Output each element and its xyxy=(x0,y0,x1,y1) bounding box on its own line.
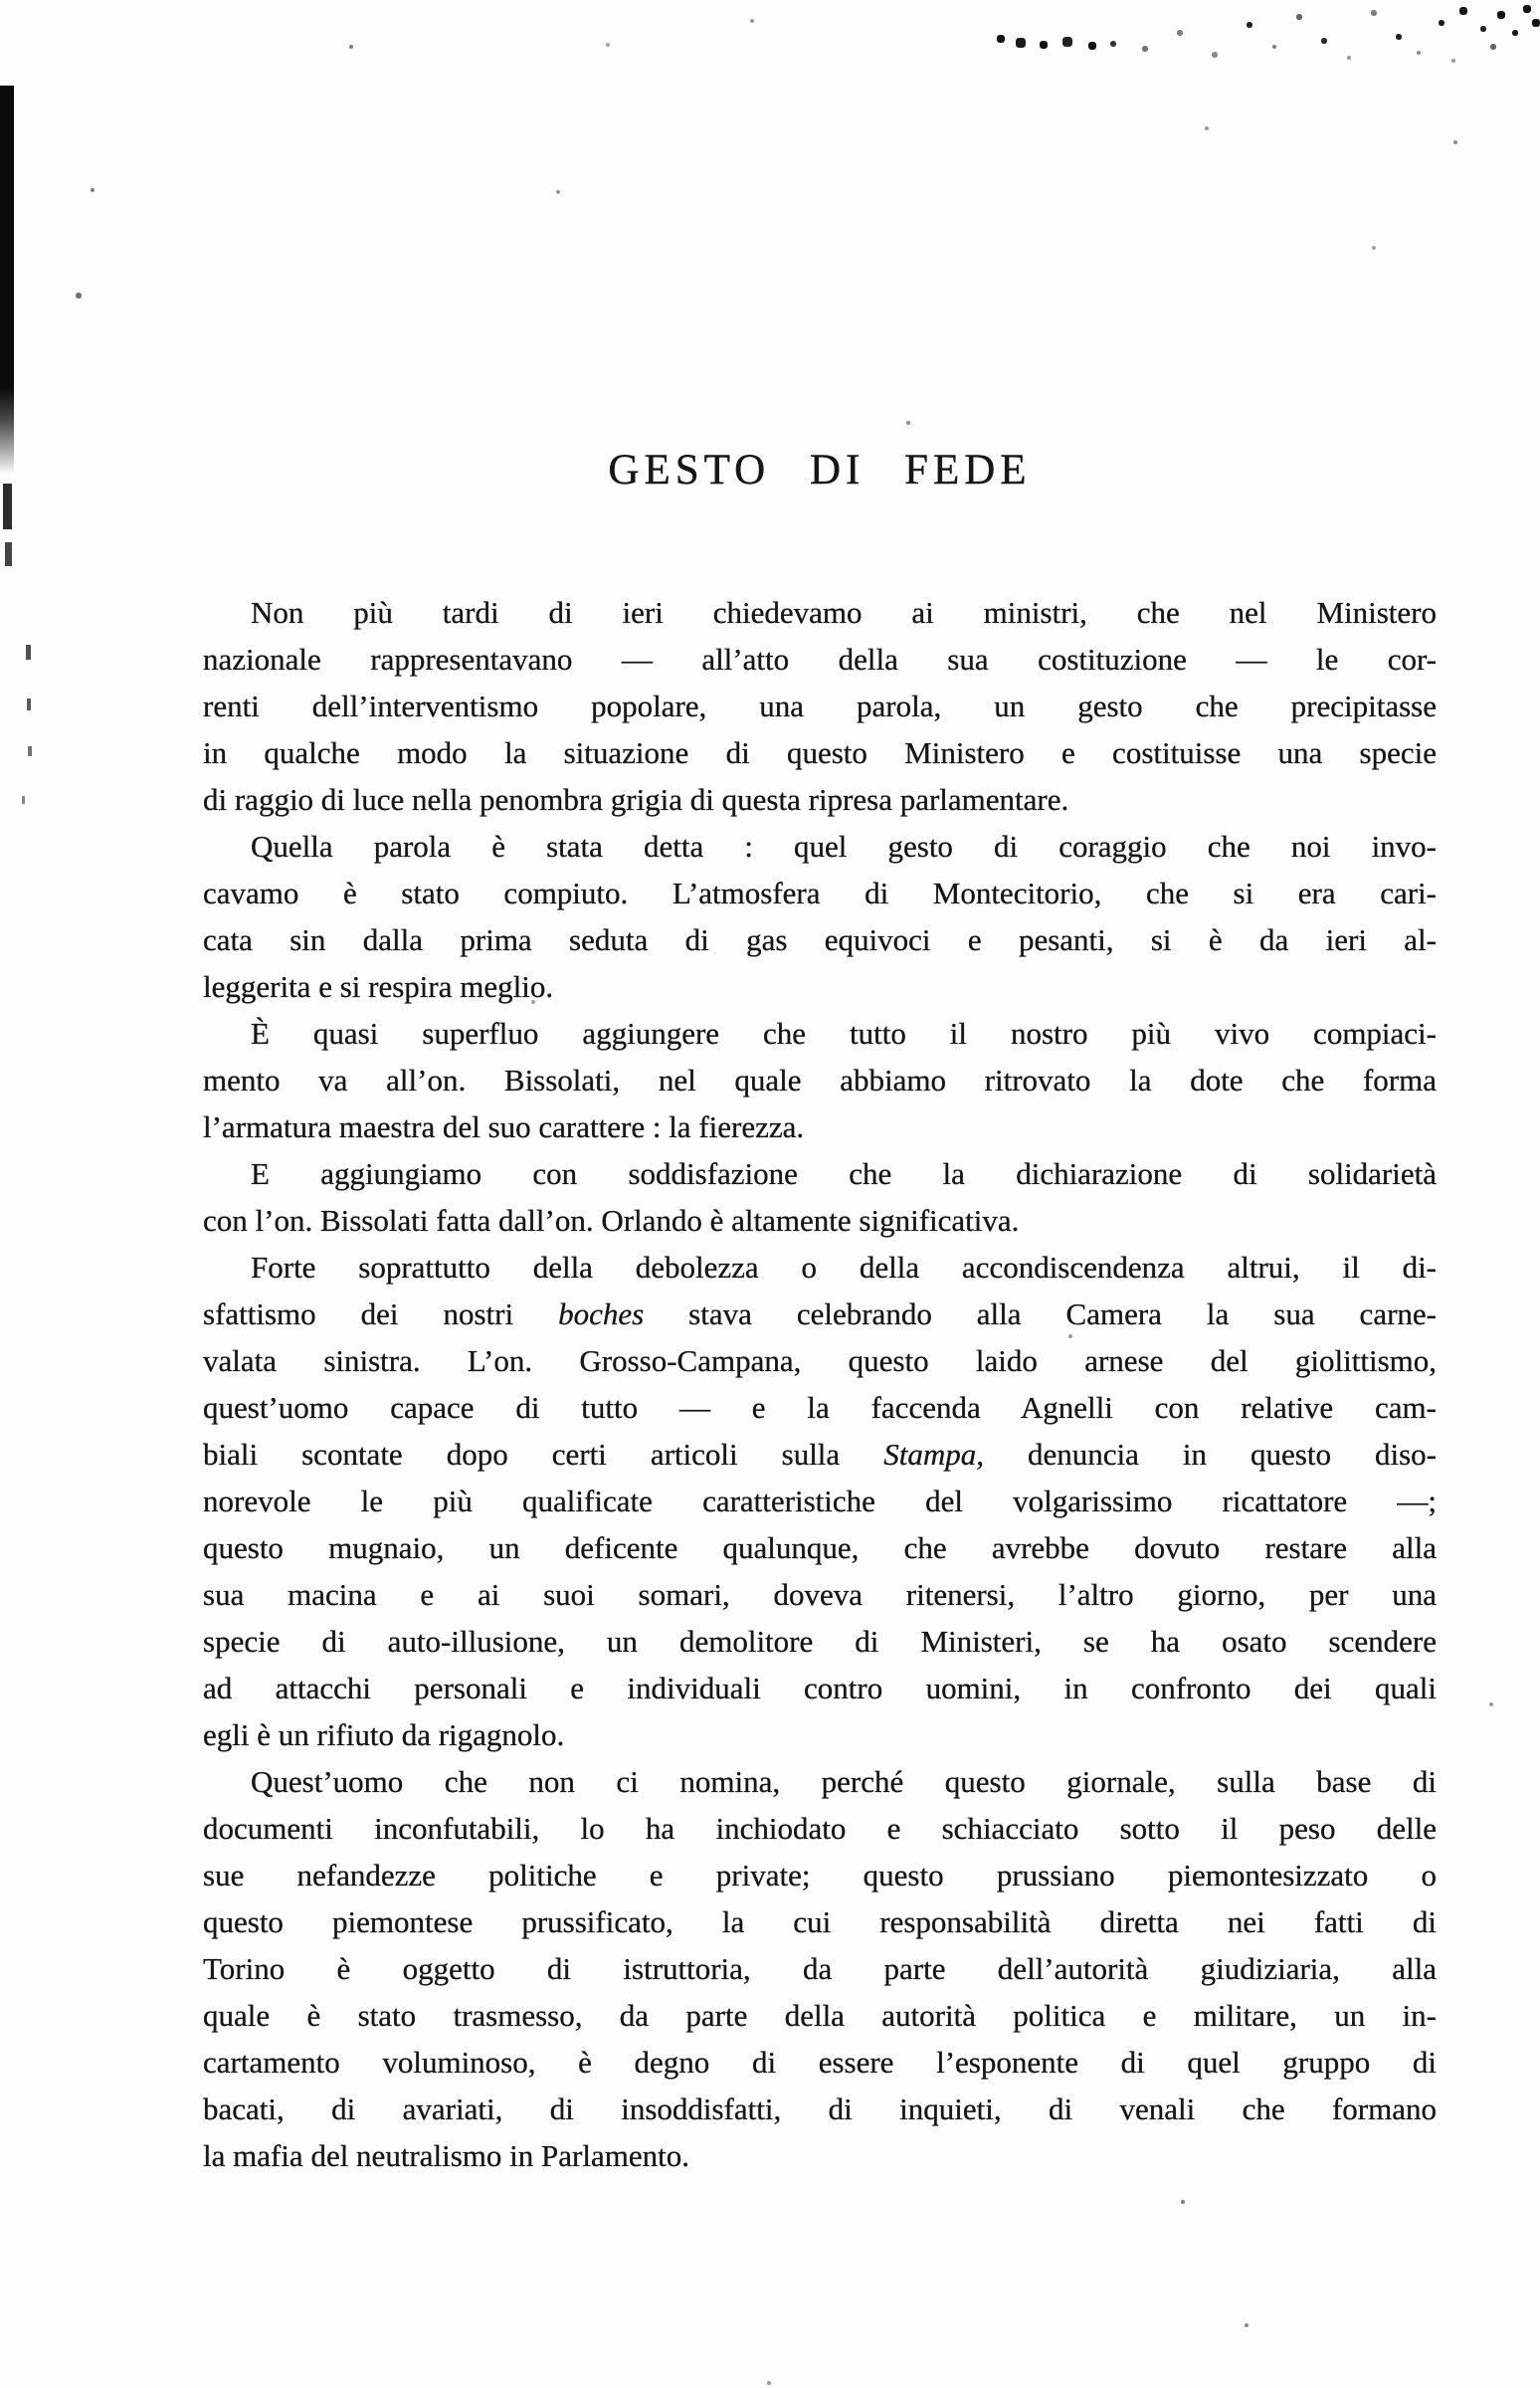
text-line xyxy=(203,1524,1437,1571)
text-segment: questo piemontese prussificato, la cui responsabilità diretta nei fatti di xyxy=(203,1904,1437,1939)
text-line xyxy=(203,823,1437,870)
paragraph xyxy=(203,1010,1437,1150)
text-line xyxy=(203,1571,1437,1618)
paragraph xyxy=(203,1758,1437,2179)
text-line xyxy=(203,1103,1437,1150)
text-line xyxy=(203,1711,1437,1758)
text-line xyxy=(203,1478,1437,1524)
text-segment: in qualche modo la situazione di questo Ministero e costituisse una specie xyxy=(203,735,1437,770)
text-segment: Torino è oggetto di istruttoria, da parte dell’autorità giudiziaria, alla xyxy=(203,1951,1437,1986)
text-line xyxy=(203,1291,1437,1337)
text-segment: È quasi superfluo aggiungere che tutto il nostro più vivo compiaci- xyxy=(251,1016,1437,1051)
text-segment: norevole le più qualificate caratteristiche del volgarissimo ricattatore —; xyxy=(203,1484,1437,1518)
paragraph xyxy=(203,589,1437,823)
text-line xyxy=(203,1618,1437,1665)
text-line xyxy=(203,2086,1437,2132)
paragraph xyxy=(203,823,1437,1010)
text-line xyxy=(203,1805,1437,1852)
text-segment: stava celebrando alla Camera la sua carne- xyxy=(644,1296,1437,1331)
scan-noise-top-right xyxy=(846,2,848,4)
text-segment: egli è un rifiuto da rigagnolo. xyxy=(203,1717,565,1752)
text-line xyxy=(203,776,1437,823)
scan-artifact-fragment xyxy=(22,796,25,804)
text-line xyxy=(203,1945,1437,1992)
text-segment: sue nefandezze politiche e private; questo prussiano piemontesizzato o xyxy=(203,1858,1437,1892)
text-segment: valata sinistra. L’on. Grosso-Campana, questo laido arnese del giolittismo, xyxy=(203,1343,1437,1378)
text-line xyxy=(203,683,1437,729)
text-line xyxy=(203,1992,1437,2039)
page-title: GESTO DI FEDE xyxy=(608,447,1032,494)
text-segment: Quella parola è stata detta : quel gesto di coraggio che noi invo- xyxy=(251,829,1437,864)
scan-artifact-fragment xyxy=(3,484,12,529)
text-line xyxy=(203,1898,1437,1945)
text-segment: quest’uomo capace di tutto — e la faccenda Agnelli con relative cam- xyxy=(203,1390,1437,1425)
text-segment: sfattismo dei nostri xyxy=(203,1296,559,1331)
scan-noise-speckles xyxy=(0,0,2,2)
text-line xyxy=(203,1431,1437,1478)
text-segment: , denuncia in questo diso- xyxy=(976,1437,1437,1472)
text-segment: mento va all’on. Bissolati, nel quale abbiamo ritrovato la dote che forma xyxy=(203,1063,1437,1097)
text-segment: Forte soprattutto della debolezza o della accondiscendenza altrui, il di- xyxy=(251,1250,1437,1285)
text-line xyxy=(203,1197,1437,1244)
text-segment: l’armatura maestra del suo carattere : la fierezza. xyxy=(203,1109,805,1144)
text-segment: documenti inconfutabili, lo ha inchiodato e schiacciato sotto il peso delle xyxy=(203,1811,1437,1846)
text-segment: di raggio di luce nella penombra grigia di questa ripresa parlamentare. xyxy=(203,782,1069,817)
text-segment: sua macina e ai suoi somari, doveva ritenersi, l’altro giorno, per una xyxy=(203,1577,1437,1612)
scan-artifact-fragment xyxy=(5,542,12,566)
text-line xyxy=(203,963,1437,1010)
text-segment: leggerita e si respira meglio. xyxy=(203,969,554,1004)
text-line xyxy=(203,729,1437,776)
text-segment: ad attacchi personali e individuali contro uomini, in confronto dei quali xyxy=(203,1671,1437,1705)
article-body xyxy=(203,589,1437,2179)
text-line xyxy=(203,2039,1437,2086)
paragraph xyxy=(203,1244,1437,1758)
text-line xyxy=(203,636,1437,683)
text-segment: cavamo è stato compiuto. L’atmosfera di Montecitorio, che si era cari- xyxy=(203,876,1437,910)
text-segment: con l’on. Bissolati fatta dall’on. Orlando è altamente significativa. xyxy=(203,1203,1020,1238)
text-line xyxy=(203,1758,1437,1805)
text-segment: cartamento voluminoso, è degno di essere l’esponente di quel gruppo di xyxy=(203,2045,1437,2080)
text-line xyxy=(203,589,1437,636)
text-line xyxy=(203,1384,1437,1431)
text-line xyxy=(203,1852,1437,1898)
text-segment: cata sin dalla prima seduta di gas equivoci e pesanti, si è da ieri al- xyxy=(203,922,1437,957)
text-segment: questo mugnaio, un deficente qualunque, che avrebbe dovuto restare alla xyxy=(203,1530,1437,1565)
text-line xyxy=(203,1057,1437,1103)
text-line xyxy=(203,916,1437,963)
text-line xyxy=(203,1010,1437,1057)
text-line xyxy=(203,1244,1437,1291)
scan-artifact-fragment xyxy=(27,698,31,710)
text-line xyxy=(203,1665,1437,1711)
text-segment: la mafia del neutralismo in Parlamento. xyxy=(203,2138,689,2173)
text-segment: quale è stato trasmesso, da parte della autorità politica e militare, un in- xyxy=(203,1998,1437,2033)
text-segment: biali scontate dopo certi articoli sulla xyxy=(203,1437,884,1472)
text-segment: nazionale rappresentavano — all’atto della sua costituzione — le cor- xyxy=(203,642,1437,677)
text-segment: Quest’uomo che non ci nomina, perché questo giornale, sulla base di xyxy=(251,1764,1437,1799)
text-line xyxy=(203,1150,1437,1197)
scan-artifact-left-bar xyxy=(0,86,14,474)
text-segment: renti dell’interventismo popolare, una parola, un gesto che precipitasse xyxy=(203,689,1437,723)
text-segment: specie di auto-illusione, un demolitore di Ministeri, se ha osato scendere xyxy=(203,1624,1437,1659)
paragraph xyxy=(203,1150,1437,1244)
text-segment: E aggiungiamo con soddisfazione che la dichiarazione di solidarietà xyxy=(251,1156,1437,1191)
italic-text: boches xyxy=(558,1296,645,1331)
text-line xyxy=(203,870,1437,916)
scan-artifact-fragment xyxy=(28,746,32,756)
scan-artifact-fragment xyxy=(26,645,31,660)
text-segment: Non più tardi di ieri chiedevamo ai ministri, che nel Ministero xyxy=(251,595,1437,630)
text-segment: bacati, di avariati, di insoddisfatti, di inquieti, di venali che formano xyxy=(203,2091,1437,2126)
text-line xyxy=(203,2132,1437,2179)
text-line xyxy=(203,1337,1437,1384)
italic-text: Stampa xyxy=(883,1437,977,1472)
